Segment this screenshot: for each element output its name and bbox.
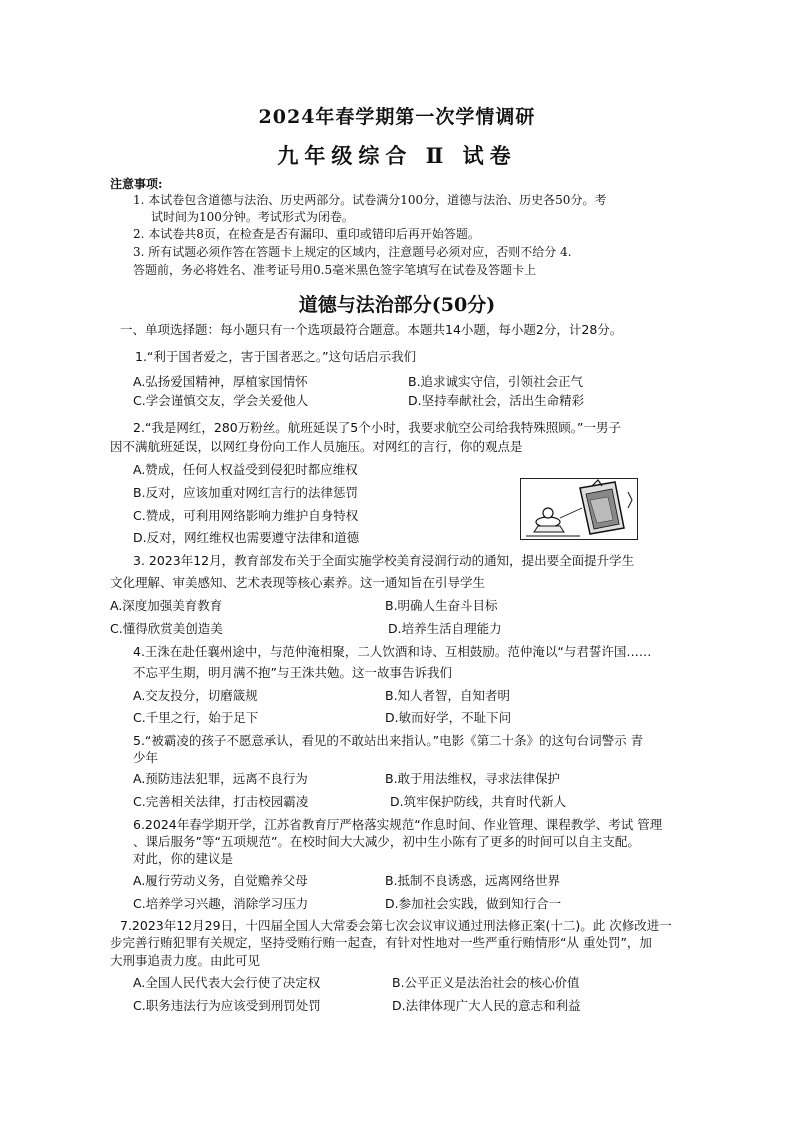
option: A.赞成，任何人权益受到侵犯时都应维权 xyxy=(133,462,358,477)
option: C.职务违法行为应该受到刑罚处罚 xyxy=(133,998,321,1013)
option: B.知人者智，自知者明 xyxy=(385,688,511,703)
option: C.千里之行，始于足下 xyxy=(133,710,259,725)
question-stem: 1.“利于国者爱之，害于国者恶之。”这句话启示我们 xyxy=(135,349,417,364)
option: C.学会谨慎交友，学会关爱他人 xyxy=(133,393,309,408)
option: D.培养生活自理能力 xyxy=(388,621,502,636)
option: C.懂得欣赏美创造美 xyxy=(110,621,223,636)
question-stem: 6.2024年春学期开学，江苏省教育厅严格落实规范“作息时间、作业管理、课程教学、考试 管理 xyxy=(133,817,663,832)
option: A.履行劳动义务，自觉赡养父母 xyxy=(133,873,308,888)
option: C.完善相关法律，打击校园霸凌 xyxy=(133,794,309,809)
option: D.法律体现广大人民的意志和利益 xyxy=(392,998,581,1013)
option: D.反对，网红维权也需要遵守法律和道德 xyxy=(133,530,360,545)
option: B.明确人生奋斗目标 xyxy=(385,598,498,613)
option: B.抵制不良诱惑，远离网络世界 xyxy=(385,873,561,888)
question-stem: 4.王洙在赴任襄州途中，与范仲淹相聚，二人饮酒和诗、互相鼓励。范仲淹以“与君誓许国…… xyxy=(133,644,652,659)
question-stem: 2.“我是网红，280万粉丝。航班延误了5个小时，我要求航空公司给我特殊照顾。”一男子 xyxy=(133,420,621,435)
notice-item: 3. 所有试题必须作答在答题卡上规定的区域内，注意题号必须对应，否则不给分 4. xyxy=(133,245,572,259)
question-stem: 3. 2023年12月，教育部发布关于全面实施学校美育浸润行动的通知，提出要全面提升学生 xyxy=(133,553,635,568)
exam-subtitle: 九年级综合 Ⅱ 试卷 xyxy=(277,143,517,168)
notice-item: 试时间为100分钟。考试形式为闭卷。 xyxy=(151,210,354,224)
question-stem: 7.2023年12月29日，十四届全国人大常委会第七次会议审议通过刑法修正案(十二)。此 次修改进一 xyxy=(120,918,672,933)
question-stem: 因不满航班延误，以网红身份向工作人员施压。对网红的言行，你的观点是 xyxy=(110,439,523,454)
question-stem: 对此，你的建议是 xyxy=(133,851,234,866)
exam-title: 2024年春学期第一次学情调研 xyxy=(258,106,536,128)
option: D.参加社会实践，做到知行合一 xyxy=(385,896,562,911)
option: A.交友投分，切磨箴规 xyxy=(133,688,258,703)
notice-item: 2. 本试卷共8页，在检查是否有漏印、重印或错印后再开始答题。 xyxy=(133,227,480,241)
cartoon-illustration xyxy=(520,478,638,540)
notice-item: 答题前，务必将姓名、准考证号用0.5毫米黑色签字笔填写在试卷及答题卡上 xyxy=(133,263,537,277)
option: B.反对，应该加重对网红言行的法律惩罚 xyxy=(133,485,359,500)
instructions: 一、单项选择题：每小题只有一个选项最符合题意。本题共14小题，每小题2分，计28分。 xyxy=(120,322,623,337)
option: B.公平正义是法治社会的核心价值 xyxy=(392,975,580,990)
option: A.预防违法犯罪，远离不良行为 xyxy=(133,771,308,786)
notice-heading: 注意事项: xyxy=(110,177,163,191)
question-stem: 少年 xyxy=(133,750,159,765)
section-title: 道德与法治部分(50分) xyxy=(298,294,496,316)
option: A.深度加强美育教育 xyxy=(110,598,223,613)
question-stem: 文化理解、审美感知、艺术表现等核心素养。这一通知旨在引导学生 xyxy=(110,575,486,590)
option: A.全国人民代表大会行使了决定权 xyxy=(133,975,321,990)
option: A.弘扬爱国精神，厚植家国情怀 xyxy=(133,374,308,389)
question-stem: 步完善行贿犯罪有关规定，坚持受贿行贿一起查，有针对性地对一些严重行贿情形“从 重处罚”，加 xyxy=(110,935,652,950)
question-stem: 、课后服务”等“五项规范”。在校时间大大减少，初中生小陈有了更多的时间可以自主支配。 xyxy=(133,834,640,849)
option: D.筑牢保护防线，共育时代新人 xyxy=(390,794,567,809)
option: C.赞成，可利用网络影响力维护自身特权 xyxy=(133,508,359,523)
question-stem: 大刑事追责力度。由此可见 xyxy=(110,953,261,968)
option: D.坚持奉献社会，活出生命精彩 xyxy=(408,393,585,408)
question-stem: 5.“被霸凌的孩子不愿意承认，看见的不敢站出来指认。”电影《第二十条》的这句台词警示 青 xyxy=(133,733,644,748)
option: D.敏而好学，不耻下问 xyxy=(385,710,512,725)
notice-item: 1. 本试卷包含道德与法治、历史两部分。试卷满分100分，道德与法治、历史各50分。考 xyxy=(133,193,607,207)
question-stem: 不忘平生期，明月满不抱”与王洙共勉。这一故事告诉我们 xyxy=(133,665,452,680)
option: B.敢于用法维权，寻求法律保护 xyxy=(385,771,561,786)
option: B.追求诚实守信，引领社会正气 xyxy=(408,374,584,389)
option: C.培养学习兴趣，消除学习压力 xyxy=(133,896,309,911)
